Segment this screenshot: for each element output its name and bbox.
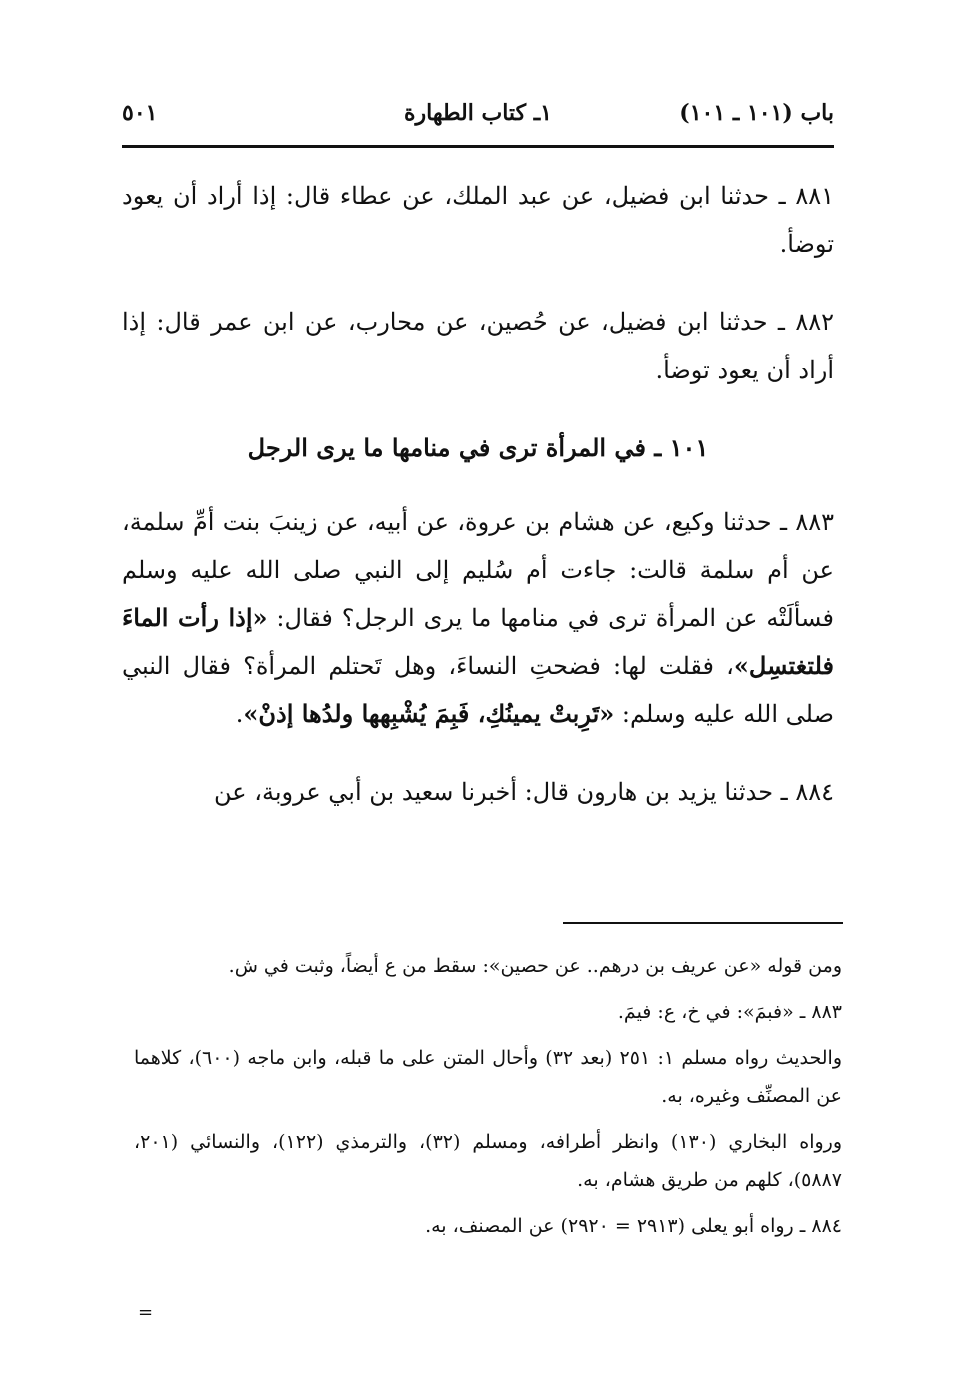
footnotes: [134, 947, 842, 1253]
chapter-heading: باب (١٠١ ـ ١٠١): [679, 100, 834, 126]
continuation-mark: =: [138, 1302, 154, 1323]
hadith-text: .: [235, 700, 244, 728]
footnote-separator: [563, 922, 843, 924]
running-header: [122, 92, 834, 144]
hadith-text: ـ حدثنا يزيد بن هارون قال: أخبرنا سعيد بن أبي عروبة، عن: [214, 778, 796, 806]
footnote: ٨٨٤ ـ رواه أبو يعلى (٢٩١٣ = ٢٩٢٠) عن المصنف، به.: [425, 1215, 842, 1237]
hadith-882: [122, 298, 834, 394]
hadith-number: ٨٨١: [795, 182, 834, 210]
hadith-text: ، فقلت لها: فضحتِ النساءَ، وهل تَحتلم المرأة؟ فقال النبي صلى الله عليه وسلم:: [122, 652, 834, 728]
prophetic-quote: «تَرِبتْ يمينُكِ، فَبِمَ يُشْبِهها ولدُها إذنْ»: [243, 699, 615, 728]
footnote: والحديث رواه مسلم ١: ٢٥١ (بعد ٣٢) وأحال المتن على ما قبله، وابن ماجه (٦٠٠)، كلاهما عن المصنِّف وغيره، به.: [134, 1047, 842, 1107]
footnote: ورواه البخاري (١٣٠) وانظر أطرافه، ومسلم (٣٢)، والترمذي (١٢٢)، والنسائي (٢٠١، ٥٨٨٧)، كلهم من طريق هشام، به.: [134, 1131, 842, 1191]
hadith-number: ٨٨٢: [795, 308, 834, 336]
hadith-883: [122, 498, 834, 738]
hadith-text: ـ حدثنا وكيع، عن هشام بن عروة، عن أبيه، عن زينبَ بنت أمِّ سلمة، عن أم سلمة قالت: جاءت أم سُليم إلى النبي صلى الله عليه وسلم فسألَتْه عن المرأة ترى في منامها ما يرى الرجل؟ فقال:: [122, 508, 834, 632]
footnote: ٨٨٣ ـ «فبمَ»: في خ، ع: فيمَ.: [617, 1001, 842, 1023]
hadith-881: [122, 172, 834, 268]
hadith-number: ٨٨٣: [795, 508, 834, 536]
hadith-text: ـ حدثنا ابن فضيل، عن عبد الملك، عن عطاء قال: إذا أراد أن يعود توضأ.: [122, 182, 834, 258]
hadith-text: ـ حدثنا ابن فضيل، عن حُصين، عن محارب، عن ابن عمر قال: إذا أراد أن يعود توضأ.: [122, 308, 834, 384]
hadith-884: [122, 768, 834, 816]
main-text: [122, 172, 834, 846]
section-title: ١٠١ ـ في المرأة ترى في منامها ما يرى الرجل: [247, 433, 709, 462]
hadith-number: ٨٨٤: [795, 778, 834, 806]
footnote: ومن قوله «عن عريف بن درهم.. عن حصين»: سقط من ع أيضاً، وثبت في ش.: [228, 955, 842, 977]
book-title: ١ـ كتاب الطهارة: [404, 100, 552, 126]
prophetic-quote: «إذا رأت الماءَ فلتغتسِل»: [122, 603, 834, 680]
page-number: ٥٠١: [122, 100, 158, 126]
header-rule: [122, 145, 834, 148]
